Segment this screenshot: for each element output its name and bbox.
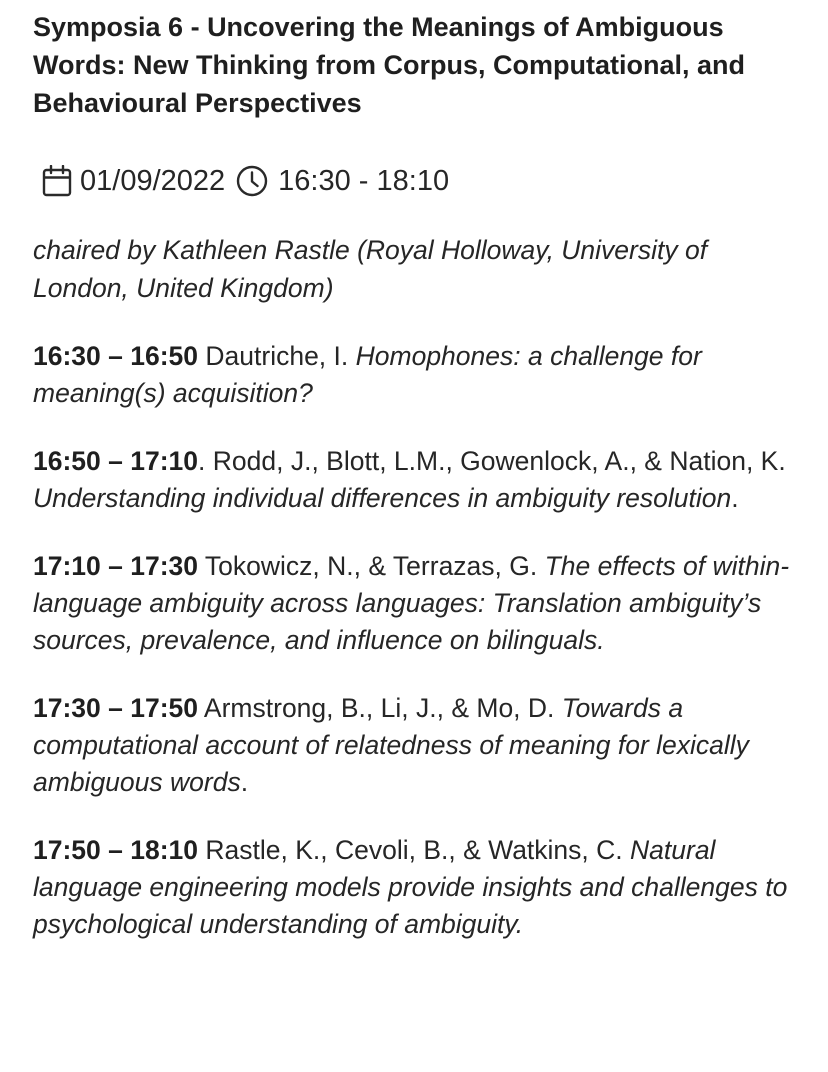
talk-title: Towards a computational account of relatedness of meaning for lexically ambiguous words [33, 693, 749, 797]
talk-title: Natural language engineering models provide insights and challenges to psychological understanding of ambiguity. [33, 835, 788, 939]
talk-time-slot: 16:30 – 16:50 [33, 341, 199, 371]
talk-title-period: . [240, 767, 249, 797]
talk-time-slot: 16:50 – 17:10 [33, 446, 199, 476]
session-date: 01/09/2022 [80, 164, 226, 197]
talk-item [33, 338, 803, 412]
talk-item [33, 548, 803, 659]
session-meta [33, 163, 803, 199]
talk-authors: . Rodd, J., Blott, L.M., Gowenlock, A., & Nation, K. [198, 446, 786, 476]
talk-title: Homophones: a challenge for meaning(s) acquisition? [33, 341, 702, 408]
talk-time-slot: 17:50 – 18:10 [33, 835, 199, 865]
talk-authors: Tokowicz, N., & Terrazas, G. [198, 551, 545, 581]
clock-icon [234, 163, 270, 199]
session-detail [33, 8, 803, 943]
talk-authors: Rastle, K., Cevoli, B., & Watkins, C. [198, 835, 631, 865]
talk-item [33, 443, 803, 517]
talk-time-slot: 17:10 – 17:30 [33, 551, 199, 581]
talk-authors: Armstrong, B., Li, J., & Mo, D. [198, 693, 562, 723]
talk-item [33, 690, 803, 801]
talk-authors: Dautriche, I. [198, 341, 356, 371]
session-chair: chaired by Kathleen Rastle (Royal Holloway, University of London, United Kingdom) [33, 235, 708, 303]
talk-item [33, 832, 803, 943]
session-title: Symposia 6 - Uncovering the Meanings of Ambiguous Words: New Thinking from Corpus, Computational, and Behavioural Perspectives [33, 12, 745, 118]
session-time: 16:30 - 18:10 [278, 164, 450, 197]
calendar-icon [39, 163, 75, 199]
talk-title-period: . [731, 483, 739, 513]
talk-title: Understanding individual differences in ambiguity resolution [33, 483, 732, 513]
talk-title: The effects of within-language ambiguity across languages: Translation ambiguity’s sources, prevalence, and influence on bilinguals. [33, 551, 790, 655]
talk-time-slot: 17:30 – 17:50 [33, 693, 199, 723]
